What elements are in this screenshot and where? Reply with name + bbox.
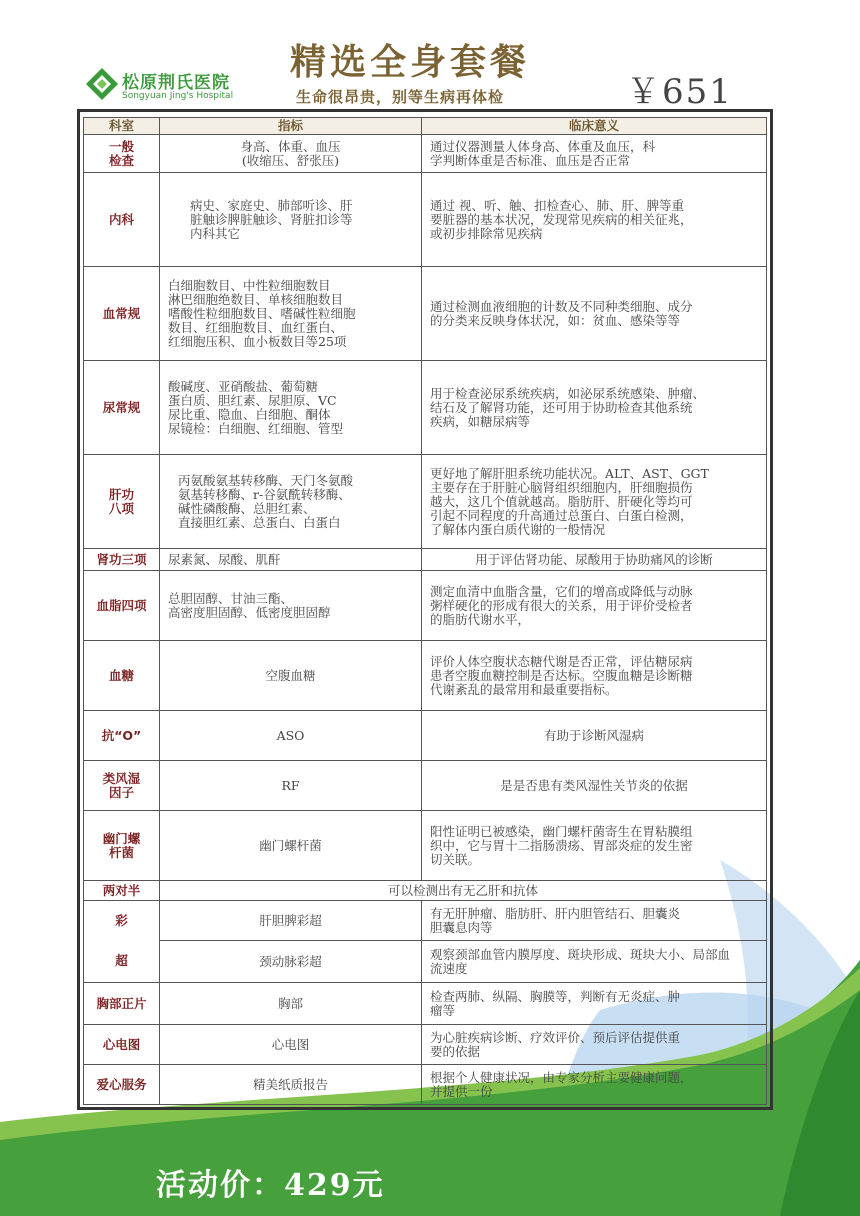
table-row: [84, 641, 767, 711]
row-indicator: 空腹血糖: [160, 641, 422, 711]
checkup-table: [83, 117, 767, 1105]
row-indicator: 白细胞数目、中性粒细胞数目 淋巴细胞绝数目、单核细胞数目 嗜酸性粒细胞数目、嗜碱性粒细胞 数目、红细胞数目、血红蛋白、 红细胞压积、血小板数目等25项: [160, 267, 422, 361]
row-indicator: 总胆固醇、甘油三酯、 高密度胆固醇、低密度胆固醇: [160, 571, 422, 641]
row-indicator: 心电图: [160, 1025, 422, 1065]
row-indicator: ASO: [160, 711, 422, 761]
table-row: [84, 455, 767, 549]
table-row: [84, 361, 767, 455]
row-department: 类风湿 因子: [84, 761, 160, 811]
row-meaning: 有无肝肿瘤、脂肪肝、肝内胆管结石、胆囊炎 胆囊息肉等: [422, 901, 767, 941]
row-meaning: 为心脏疾病诊断、疗效评价、预后评估提供重 要的依据: [422, 1025, 767, 1065]
table-row: [84, 711, 767, 761]
table-row: [84, 571, 767, 641]
table-row: [84, 135, 767, 173]
row-department: 彩: [84, 901, 160, 941]
row-department: 一般 检查: [84, 135, 160, 173]
row-meaning: 根据个人健康状况，由专家分析主要健康问题， 并提供一份: [422, 1065, 767, 1105]
row-indicator: 酸碱度、亚硝酸盐、葡萄糖 蛋白质、胆红素、尿胆原、VC 尿比重、隐血、白细胞、酮体 尿镜检：白细胞、红细胞、管型: [160, 361, 422, 455]
row-meaning: 有助于诊断风湿病: [422, 711, 767, 761]
row-department: 幽门螺 杆菌: [84, 811, 160, 881]
row-indicator: 丙氨酸氨基转移酶、天门冬氨酸 氨基转移酶、r-谷氨酰转移酶、 碱性磷酸酶、总胆红素、 直接胆红素、总蛋白、白蛋白: [160, 455, 422, 549]
page-title: 精选全身套餐: [290, 42, 531, 83]
row-meaning: 观察颈部血管内膜厚度、斑块形成、斑块大小、局部血 流速度: [422, 941, 767, 983]
row-indicator: 精美纸质报告: [160, 1065, 422, 1105]
row-indicator: 肝胆脾彩超: [160, 901, 422, 941]
row-meaning: 用于检查泌尿系统疾病，如泌尿系统感染、肿瘤、 结石及了解肾功能，还可用于协助检查其他系统 疾病，如糖尿病等: [422, 361, 767, 455]
row-indicator: 病史、家庭史、肺部听诊、肝 脏触诊脾脏触诊、肾脏扣诊等 内科其它: [160, 173, 422, 267]
row-indicator: RF: [160, 761, 422, 811]
table-row: [84, 811, 767, 881]
row-department: 两对半: [84, 881, 160, 901]
header-indicator: 指标: [160, 118, 422, 135]
row-meaning: 可以检测出有无乙肝和抗体: [160, 881, 767, 901]
promo-price: 活动价：429元: [156, 1168, 385, 1203]
hospital-logo: [84, 66, 254, 106]
page-subtitle: 生命很昂贵，别等生病再体检: [296, 88, 505, 106]
original-price: ￥651: [626, 72, 733, 112]
row-department: 内科: [84, 173, 160, 267]
row-meaning: 更好地了解肝胆系统功能状况。ALT、AST、GGT 主要存在于肝脏心脑肾组织细胞内，肝细胞损伤 越大，这几个值就越高。脂肪肝、肝硬化等均可 引起不同程度的升高通过总蛋白、白蛋白检测， 了解体内蛋白质代谢的一般情况: [422, 455, 767, 549]
table-row: [84, 173, 767, 267]
table-row: [84, 881, 767, 901]
row-meaning: 检查两肺、纵隔、胸膜等，判断有无炎症、肿 瘤等: [422, 983, 767, 1025]
row-meaning: 阳性证明已被感染，幽门螺杆菌寄生在胃粘膜组 织中，它与胃十二指肠溃疡、胃部炎症的发生密 切关联。: [422, 811, 767, 881]
row-department: 肾功三项: [84, 549, 160, 571]
row-meaning: 通过 视、听、触、扣检查心、肺、肝、脾等重 要脏器的基本状况，发现常见疾病的相关征兆， 或初步排除常见疾病: [422, 173, 767, 267]
row-meaning: 通过仪器测量人体身高、体重及血压，科 学判断体重是否标准、血压是否正常: [422, 135, 767, 173]
row-department: 血脂四项: [84, 571, 160, 641]
table-row: [84, 761, 767, 811]
row-indicator: 尿素氮、尿酸、肌酐: [160, 549, 422, 571]
row-department: 尿常规: [84, 361, 160, 455]
row-indicator: 胸部: [160, 983, 422, 1025]
row-indicator: 身高、体重、血压 (收缩压、舒张压): [160, 135, 422, 173]
row-department: 血常规: [84, 267, 160, 361]
row-department: 胸部正片: [84, 983, 160, 1025]
table-row: [84, 983, 767, 1025]
header-meaning: 临床意义: [422, 118, 767, 135]
table-header-row: [84, 118, 767, 135]
row-meaning: 评价人体空腹状态糖代谢是否正常，评估糖尿病 患者空腹血糖控制是否达标。空腹血糖是诊断糖 代谢紊乱的最常用和最重要指标。: [422, 641, 767, 711]
row-department: 超: [84, 941, 160, 983]
table-row: [84, 941, 767, 983]
table-row: [84, 267, 767, 361]
row-meaning: 用于评估肾功能、尿酸用于协助痛风的诊断: [422, 549, 767, 571]
row-indicator: 颈动脉彩超: [160, 941, 422, 983]
row-department: 爱心服务: [84, 1065, 160, 1105]
row-meaning: 是是否患有类风湿性关节炎的依据: [422, 761, 767, 811]
logo-chinese-name: 松原荆氏医院: [122, 73, 230, 93]
table-row: [84, 549, 767, 571]
row-department: 血糖: [84, 641, 160, 711]
row-department: 心电图: [84, 1025, 160, 1065]
table-row: [84, 1065, 767, 1105]
row-meaning: 测定血清中血脂含量，它们的增高或降低与动脉 粥样硬化的形成有很大的关系，用于评价受检者 的脂肪代谢水平，: [422, 571, 767, 641]
logo-english-name: Songyuan Jing's Hospital: [122, 91, 234, 101]
row-meaning: 通过检测血液细胞的计数及不同种类细胞、成分 的分类来反映身体状况，如：贫血、感染等等: [422, 267, 767, 361]
header-department: 科室: [84, 118, 160, 135]
row-indicator: 幽门螺杆菌: [160, 811, 422, 881]
table-row: [84, 1025, 767, 1065]
row-department: 肝功 八项: [84, 455, 160, 549]
logo-mark-icon: [84, 66, 120, 102]
table-row: [84, 901, 767, 941]
row-department: 抗“O”: [84, 711, 160, 761]
